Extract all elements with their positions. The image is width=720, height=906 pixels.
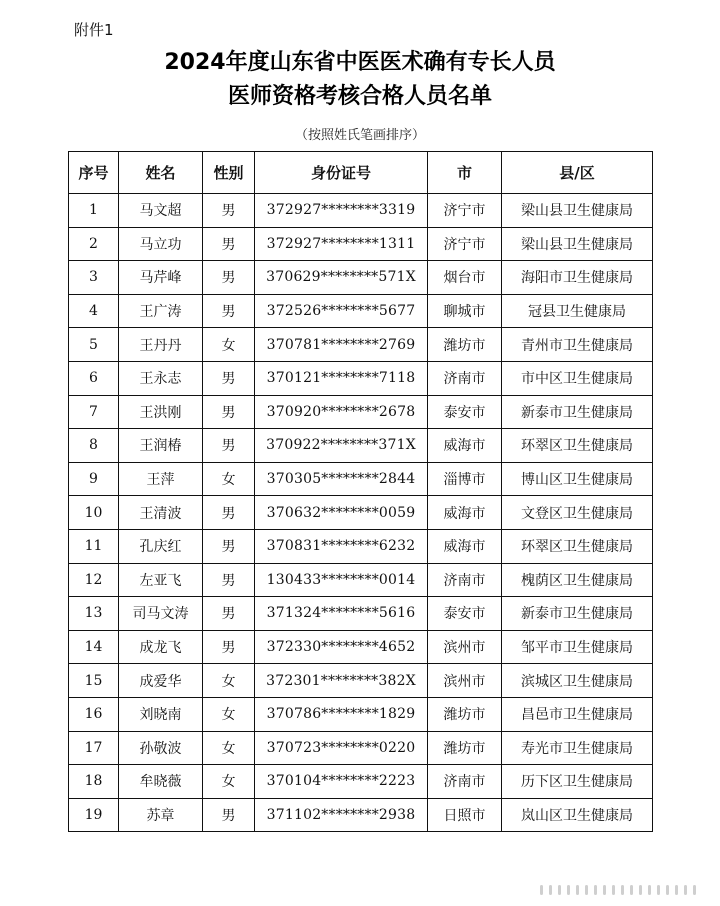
cell-name: 马立功 [119, 227, 203, 261]
cell-id-number: 372330********4652 [255, 630, 428, 664]
header-gender: 性别 [203, 152, 255, 194]
cell-no: 3 [69, 261, 119, 295]
cell-county: 邹平市卫生健康局 [502, 630, 653, 664]
cell-id-number: 372927********3319 [255, 194, 428, 228]
header-id: 身份证号 [255, 152, 428, 194]
cell-name: 司马文涛 [119, 597, 203, 631]
cell-name: 王洪刚 [119, 395, 203, 429]
cell-gender: 女 [203, 328, 255, 362]
title-line-1: 2024年度山东省中医医术确有专长人员 [164, 50, 556, 75]
cell-city: 潍坊市 [428, 697, 502, 731]
cell-city: 淄博市 [428, 462, 502, 496]
cell-id-number: 370922********371X [255, 429, 428, 463]
cell-id-number: 371102********2938 [255, 798, 428, 832]
cell-id-number: 370629********571X [255, 261, 428, 295]
indicator-tick [621, 885, 624, 895]
cell-city: 滨州市 [428, 664, 502, 698]
cell-gender: 男 [203, 361, 255, 395]
cell-county: 昌邑市卫生健康局 [502, 697, 653, 731]
indicator-tick [549, 885, 552, 895]
header-city: 市 [428, 152, 502, 194]
cell-name: 王广涛 [119, 294, 203, 328]
cell-city: 济南市 [428, 563, 502, 597]
table-row [69, 563, 653, 597]
cell-no: 7 [69, 395, 119, 429]
cell-gender: 男 [203, 227, 255, 261]
cell-city: 潍坊市 [428, 328, 502, 362]
cell-name: 刘晓南 [119, 697, 203, 731]
table-row [69, 261, 653, 295]
cell-name: 王清波 [119, 496, 203, 530]
indicator-tick [585, 885, 588, 895]
cell-no: 12 [69, 563, 119, 597]
indicator-tick [594, 885, 597, 895]
cell-id-number: 370786********1829 [255, 697, 428, 731]
cell-gender: 男 [203, 496, 255, 530]
cell-name: 王萍 [119, 462, 203, 496]
cell-name: 孙敬波 [119, 731, 203, 765]
title-line-2: 医师资格考核合格人员名单 [227, 84, 492, 109]
indicator-tick [657, 885, 660, 895]
cell-no: 10 [69, 496, 119, 530]
table-row [69, 328, 653, 362]
cell-city: 济南市 [428, 765, 502, 799]
cell-no: 16 [69, 697, 119, 731]
cell-county: 冠县卫生健康局 [502, 294, 653, 328]
document-title [0, 46, 720, 114]
indicator-tick [576, 885, 579, 895]
indicator-tick [693, 885, 696, 895]
cell-city: 日照市 [428, 798, 502, 832]
cell-gender: 男 [203, 529, 255, 563]
table-row [69, 630, 653, 664]
cell-no: 14 [69, 630, 119, 664]
cell-city: 威海市 [428, 529, 502, 563]
table-row [69, 765, 653, 799]
cell-id-number: 370723********0220 [255, 731, 428, 765]
header-county: 县/区 [502, 152, 653, 194]
cell-no: 6 [69, 361, 119, 395]
cell-gender: 女 [203, 765, 255, 799]
cell-city: 烟台市 [428, 261, 502, 295]
cell-name: 成爱华 [119, 664, 203, 698]
cell-no: 1 [69, 194, 119, 228]
cell-no: 15 [69, 664, 119, 698]
table-row [69, 462, 653, 496]
cell-gender: 女 [203, 664, 255, 698]
header-name: 姓名 [119, 152, 203, 194]
cell-county: 环翠区卫生健康局 [502, 429, 653, 463]
cell-no: 2 [69, 227, 119, 261]
roster-table [68, 151, 653, 832]
page-scroll-indicator [540, 880, 710, 890]
cell-city: 泰安市 [428, 597, 502, 631]
indicator-tick [648, 885, 651, 895]
cell-name: 苏章 [119, 798, 203, 832]
cell-county: 梁山县卫生健康局 [502, 194, 653, 228]
cell-city: 滨州市 [428, 630, 502, 664]
cell-name: 王永志 [119, 361, 203, 395]
cell-county: 滨城区卫生健康局 [502, 664, 653, 698]
cell-id-number: 372301********382X [255, 664, 428, 698]
cell-gender: 男 [203, 395, 255, 429]
cell-gender: 男 [203, 261, 255, 295]
cell-county: 寿光市卫生健康局 [502, 731, 653, 765]
indicator-tick [540, 885, 543, 895]
attachment-label: 附件1 [74, 21, 114, 39]
cell-county: 青州市卫生健康局 [502, 328, 653, 362]
cell-county: 市中区卫生健康局 [502, 361, 653, 395]
cell-id-number: 370920********2678 [255, 395, 428, 429]
cell-county: 槐荫区卫生健康局 [502, 563, 653, 597]
cell-id-number: 372927********1311 [255, 227, 428, 261]
table-row [69, 597, 653, 631]
table-body [69, 194, 653, 832]
table-row [69, 496, 653, 530]
table-header [69, 152, 653, 194]
header-no: 序号 [69, 152, 119, 194]
table-row [69, 731, 653, 765]
table-row [69, 361, 653, 395]
cell-city: 济宁市 [428, 227, 502, 261]
cell-no: 11 [69, 529, 119, 563]
cell-city: 济宁市 [428, 194, 502, 228]
indicator-tick [675, 885, 678, 895]
indicator-tick [639, 885, 642, 895]
cell-city: 潍坊市 [428, 731, 502, 765]
cell-no: 18 [69, 765, 119, 799]
indicator-tick [567, 885, 570, 895]
table-row [69, 429, 653, 463]
cell-name: 马芹峰 [119, 261, 203, 295]
cell-gender: 男 [203, 798, 255, 832]
cell-county: 环翠区卫生健康局 [502, 529, 653, 563]
cell-no: 17 [69, 731, 119, 765]
cell-county: 新泰市卫生健康局 [502, 395, 653, 429]
indicator-tick [666, 885, 669, 895]
cell-no: 9 [69, 462, 119, 496]
cell-county: 历下区卫生健康局 [502, 765, 653, 799]
cell-county: 新泰市卫生健康局 [502, 597, 653, 631]
table-row [69, 395, 653, 429]
cell-id-number: 370632********0059 [255, 496, 428, 530]
header-row [69, 152, 653, 194]
cell-id-number: 130433********0014 [255, 563, 428, 597]
cell-city: 聊城市 [428, 294, 502, 328]
table-row [69, 697, 653, 731]
cell-no: 4 [69, 294, 119, 328]
cell-name: 王丹丹 [119, 328, 203, 362]
table-row [69, 194, 653, 228]
table-row [69, 529, 653, 563]
cell-id-number: 372526********5677 [255, 294, 428, 328]
cell-county: 博山区卫生健康局 [502, 462, 653, 496]
cell-no: 13 [69, 597, 119, 631]
table-row [69, 664, 653, 698]
cell-county: 海阳市卫生健康局 [502, 261, 653, 295]
cell-no: 8 [69, 429, 119, 463]
cell-gender: 男 [203, 630, 255, 664]
cell-name: 王润椿 [119, 429, 203, 463]
table-row [69, 798, 653, 832]
cell-city: 威海市 [428, 429, 502, 463]
cell-id-number: 370781********2769 [255, 328, 428, 362]
cell-gender: 男 [203, 597, 255, 631]
cell-city: 泰安市 [428, 395, 502, 429]
cell-county: 文登区卫生健康局 [502, 496, 653, 530]
indicator-tick [612, 885, 615, 895]
cell-gender: 女 [203, 462, 255, 496]
cell-county: 岚山区卫生健康局 [502, 798, 653, 832]
cell-id-number: 370831********6232 [255, 529, 428, 563]
cell-gender: 男 [203, 563, 255, 597]
sort-note: （按照姓氏笔画排序） [294, 128, 425, 143]
indicator-tick [630, 885, 633, 895]
table-row [69, 294, 653, 328]
cell-name: 孔庆红 [119, 529, 203, 563]
table-row [69, 227, 653, 261]
cell-name: 左亚飞 [119, 563, 203, 597]
cell-id-number: 370104********2223 [255, 765, 428, 799]
cell-gender: 女 [203, 697, 255, 731]
cell-city: 济南市 [428, 361, 502, 395]
cell-name: 牟晓薇 [119, 765, 203, 799]
cell-gender: 女 [203, 731, 255, 765]
cell-gender: 男 [203, 194, 255, 228]
indicator-tick [684, 885, 687, 895]
indicator-tick [558, 885, 561, 895]
cell-name: 成龙飞 [119, 630, 203, 664]
cell-county: 梁山县卫生健康局 [502, 227, 653, 261]
cell-no: 19 [69, 798, 119, 832]
indicator-tick [603, 885, 606, 895]
cell-id-number: 371324********5616 [255, 597, 428, 631]
cell-city: 威海市 [428, 496, 502, 530]
cell-id-number: 370305********2844 [255, 462, 428, 496]
cell-gender: 男 [203, 429, 255, 463]
cell-id-number: 370121********7118 [255, 361, 428, 395]
cell-no: 5 [69, 328, 119, 362]
cell-name: 马文超 [119, 194, 203, 228]
cell-gender: 男 [203, 294, 255, 328]
